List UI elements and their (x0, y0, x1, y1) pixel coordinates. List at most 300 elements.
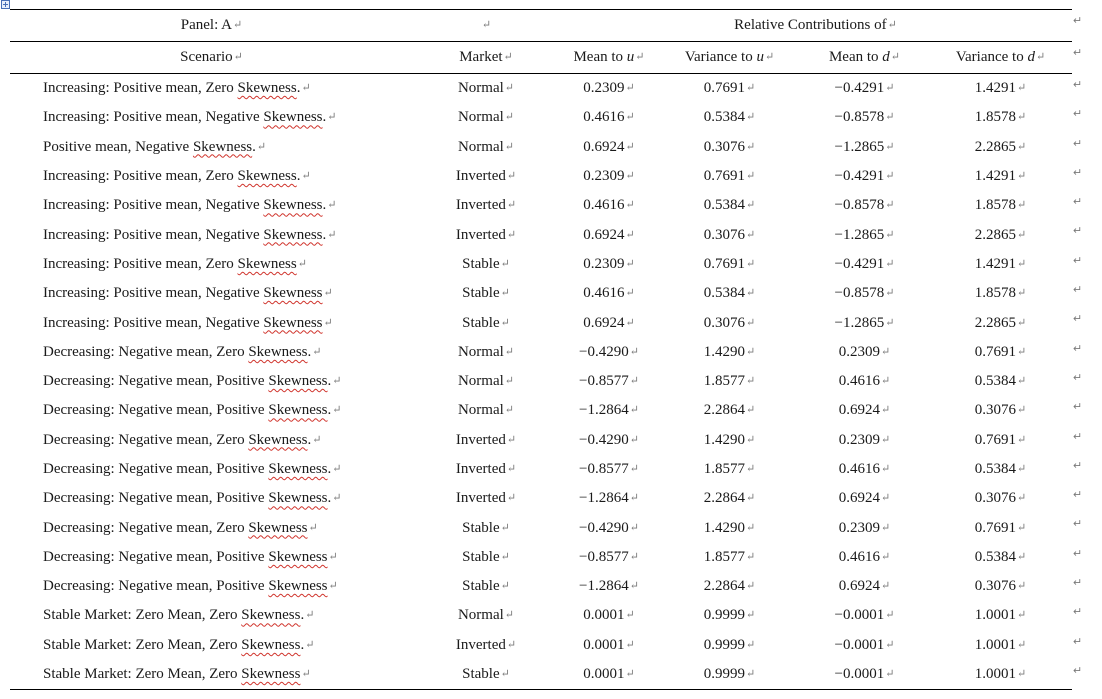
scenario-text: Stable Market: Zero Mean, Zero (43, 666, 242, 683)
table-move-handle-icon[interactable] (1, 0, 10, 9)
mean-to-d-cell-value: −0.0001 (834, 666, 885, 683)
paragraph-mark: ↵ (625, 609, 635, 622)
mean-to-d-cell (800, 572, 929, 601)
table-row (10, 133, 1072, 162)
paragraph-mark: ↵ (885, 82, 895, 95)
paragraph-mark: ↵ (312, 345, 322, 358)
paragraph-mark: ↵ (629, 345, 639, 358)
paragraph-mark: ↵ (881, 375, 891, 388)
row-end-mark: ↵ (1073, 108, 1083, 121)
mean-to-d-cell (800, 543, 929, 572)
paragraph-mark: ↵ (500, 550, 510, 563)
table-row (10, 572, 1072, 601)
scenario-cell (10, 191, 413, 220)
scenario-text: Decreasing: Negative mean, Zero (43, 519, 249, 536)
scenario-cell (10, 162, 413, 191)
market-cell-value: Stable (462, 255, 500, 272)
scenario-text: Stable Market: Zero Mean, Zero (43, 636, 242, 653)
market-cell-value: Inverted (455, 636, 506, 653)
paragraph-mark: ↵ (1017, 521, 1027, 534)
market-cell (413, 484, 559, 513)
paragraph-mark: ↵ (629, 433, 639, 446)
scenario-text: Increasing: Positive mean, Negative (43, 285, 264, 302)
paragraph-mark: ↵ (746, 199, 756, 212)
paragraph-mark: ↵ (328, 550, 338, 563)
variance-to-d-cell-value: 0.3076 (974, 490, 1017, 507)
paragraph-mark: ↵ (323, 316, 333, 329)
row-end-mark: ↵ (1073, 606, 1083, 619)
variance-to-d-cell (929, 513, 1072, 542)
scenario-trailing-dot: . (307, 343, 312, 360)
mean-to-d-cell-value: 0.4616 (838, 373, 881, 390)
paragraph-mark: ↵ (506, 228, 517, 241)
paragraph-mark: ↵ (746, 580, 756, 593)
paragraph-mark: ↵ (746, 521, 756, 534)
variance-to-u-cell (659, 162, 800, 191)
variance-to-u-cell (659, 396, 800, 425)
row-end-mark: ↵ (1073, 401, 1083, 414)
scenario-trailing-dot: . (300, 636, 305, 653)
paragraph-mark: ↵ (885, 287, 895, 300)
variance-to-u-cell (659, 74, 800, 104)
variance-to-u-cell (659, 484, 800, 513)
mean-to-d-cell (800, 191, 929, 220)
paragraph-mark: ↵ (506, 199, 517, 212)
table-row (10, 250, 1072, 279)
variance-to-d-cell (929, 572, 1072, 601)
variance-to-d-cell (929, 396, 1072, 425)
scenario-text: Increasing: Positive mean, Negative (43, 226, 264, 243)
market-cell-value: Stable (462, 578, 500, 595)
scenario-text: Decreasing: Negative mean, Positive (43, 490, 269, 507)
mean-to-u-cell-value: −0.8577 (579, 461, 629, 477)
market-cell-value: Inverted (455, 461, 506, 477)
paragraph-mark: ↵ (500, 580, 510, 593)
row-end-mark: ↵ (1073, 78, 1083, 91)
scenario-skewness-word: Skewness (268, 373, 328, 390)
table-row (10, 455, 1072, 484)
paragraph-mark: ↵ (506, 170, 517, 183)
mean-to-u-cell-value: 0.2309 (583, 80, 625, 97)
scenario-cell (10, 308, 413, 337)
paragraph-mark: ↵ (885, 111, 895, 124)
mean-to-u-cell (559, 133, 659, 162)
mean-to-d-cell (800, 455, 929, 484)
variance-to-d-cell-value: 0.7691 (974, 431, 1017, 448)
market-cell-value: Stable (462, 548, 500, 565)
variance-to-u-cell-value: 0.5384 (703, 285, 746, 302)
row-end-mark: ↵ (1073, 254, 1083, 267)
variance-to-d-cell-value: 1.8578 (974, 197, 1017, 214)
row-end-mark: ↵ (1073, 371, 1083, 384)
market-cell (413, 543, 559, 572)
paragraph-mark: ↵ (625, 82, 635, 95)
mean-to-d-cell-value: 0.4616 (838, 461, 881, 477)
row-end-mark: ↵ (1073, 313, 1083, 326)
market-cell (413, 601, 559, 630)
paragraph-mark: ↵ (881, 521, 891, 534)
market-cell (413, 660, 559, 690)
paragraph-mark: ↵ (885, 668, 895, 681)
paragraph-mark: ↵ (625, 228, 635, 241)
variance-to-u-cell-value: 0.9999 (703, 607, 746, 624)
scenario-skewness-word: Skewness (268, 490, 328, 507)
variance-to-d-cell-value: 1.0001 (974, 607, 1017, 624)
paragraph-mark: ↵ (301, 668, 311, 681)
scenario-trailing-dot: . (296, 168, 301, 185)
variance-to-d-cell (929, 455, 1072, 484)
table-row (10, 426, 1072, 455)
scenario-text: Increasing: Positive mean, Zero (43, 255, 238, 272)
column-header-variance-to-u: Variance to u↵ (659, 42, 800, 74)
scenario-text: Decreasing: Negative mean, Positive (43, 548, 269, 565)
market-cell-value: Stable (462, 314, 500, 331)
scenario-trailing-dot: . (296, 80, 301, 97)
market-cell-value: Inverted (455, 490, 506, 507)
mean-to-d-cell-value: −1.2865 (834, 138, 885, 155)
mean-to-d-cell-value: −0.0001 (834, 607, 885, 624)
scenario-text: Decreasing: Negative mean, Positive (43, 578, 269, 595)
variance-to-d-cell-value: 1.0001 (974, 666, 1017, 683)
paragraph-mark: ↵ (1017, 433, 1027, 446)
paragraph-mark: ↵ (881, 550, 891, 563)
mean-to-u-cell-value: −1.2864 (579, 578, 629, 595)
table-row (10, 162, 1072, 191)
table-row (10, 220, 1072, 249)
mean-to-u-cell-value: −1.2864 (579, 490, 629, 507)
paragraph-mark: ↵ (504, 404, 515, 417)
market-cell-value: Normal (457, 373, 504, 390)
scenario-skewness-word: Skewness (268, 461, 328, 477)
scenario-trailing-dot: . (252, 138, 256, 155)
empty-header-cell: ↵ (413, 10, 559, 42)
variance-to-d-cell-value: 1.8578 (974, 285, 1017, 302)
row-end-mark: ↵ (1073, 430, 1083, 443)
paragraph-mark: ↵ (1017, 111, 1027, 124)
paragraph-mark: ↵ (746, 111, 756, 124)
variance-to-d-cell-value: 1.0001 (974, 636, 1017, 653)
variance-to-u-cell-value: 1.8577 (703, 548, 746, 565)
mean-to-u-cell (559, 543, 659, 572)
table-row (10, 543, 1072, 572)
paragraph-mark: ↵ (625, 140, 635, 153)
variance-to-d-cell-value: 2.2865 (974, 138, 1017, 155)
table-row (10, 103, 1072, 132)
scenario-cell (10, 133, 413, 162)
scenario-cell (10, 220, 413, 249)
row-end-mark: ↵ (1073, 547, 1083, 560)
variance-to-d-cell (929, 191, 1072, 220)
market-cell-value: Stable (462, 285, 500, 302)
mean-to-u-cell-value: 0.4616 (583, 197, 625, 214)
variance-to-u-cell-value: 0.9999 (703, 636, 746, 653)
column-header-mean-to-u: Mean to u↵ (559, 42, 659, 74)
paragraph-mark: ↵ (500, 316, 510, 329)
mean-to-d-cell-value: −0.4291 (834, 168, 885, 185)
mean-to-u-cell-value: 0.2309 (583, 255, 625, 272)
scenario-text: Positive mean, Negative (43, 138, 193, 155)
variance-to-u-cell-value: 1.8577 (703, 373, 746, 390)
mean-to-d-cell (800, 367, 929, 396)
market-cell (413, 103, 559, 132)
mean-to-u-cell (559, 396, 659, 425)
paragraph-mark: ↵ (625, 170, 635, 183)
paragraph-mark: ↵ (885, 257, 895, 270)
row-end-mark: ↵ (1073, 664, 1083, 677)
scenario-text: Stable Market: Zero Mean, Zero (43, 607, 242, 624)
variance-to-d-cell-value: 0.5384 (974, 461, 1017, 477)
variance-to-d-cell-value: 0.3076 (974, 402, 1017, 419)
scenario-skewness-word: Skewness (268, 548, 328, 565)
paragraph-mark: ↵ (629, 580, 639, 593)
market-cell-value: Inverted (455, 431, 506, 448)
paragraph-mark: ↵ (746, 492, 756, 505)
variance-to-d-cell (929, 631, 1072, 660)
paragraph-mark: ↵ (885, 199, 895, 212)
scenario-skewness-word: Skewness (237, 168, 297, 185)
mean-to-d-cell-value: −1.2865 (834, 314, 885, 331)
variance-to-d-cell-value: 0.7691 (974, 343, 1017, 360)
paragraph-mark: ↵ (625, 199, 635, 212)
variance-to-u-cell-value: 2.2864 (703, 490, 746, 507)
mean-to-u-cell-value: 0.4616 (583, 285, 625, 302)
paragraph-mark: ↵ (332, 375, 342, 388)
variance-to-u-cell-value: 0.7691 (703, 255, 746, 272)
market-cell-value: Inverted (455, 168, 506, 185)
variance-to-u-cell-value: 0.7691 (703, 168, 746, 185)
scenario-trailing-dot: . (307, 431, 312, 448)
market-cell (413, 426, 559, 455)
mean-to-u-cell-value: 0.4616 (583, 109, 625, 126)
scenario-skewness-word: Skewness (237, 255, 297, 272)
mean-to-u-cell (559, 220, 659, 249)
scenario-skewness-word: Skewness (241, 636, 301, 653)
paragraph-mark: ↵ (746, 257, 756, 270)
paragraph-mark: ↵ (504, 140, 515, 153)
mean-to-u-cell-value: 0.6924 (583, 138, 625, 155)
mean-to-u-cell-value: 0.6924 (583, 314, 625, 331)
paragraph-mark: ↵ (1017, 550, 1027, 563)
variance-to-d-cell-value: 1.4291 (974, 255, 1017, 272)
market-cell (413, 396, 559, 425)
scenario-cell (10, 601, 413, 630)
market-cell-value: Inverted (455, 226, 506, 243)
paragraph-mark: ↵ (256, 140, 267, 153)
table-row (10, 660, 1072, 690)
market-cell-value: Normal (457, 109, 504, 126)
variance-to-u-cell (659, 250, 800, 279)
mean-to-u-cell (559, 455, 659, 484)
variance-to-d-cell-value: 0.7691 (974, 519, 1017, 536)
market-cell (413, 513, 559, 542)
variance-to-d-cell-value: 1.4291 (974, 168, 1017, 185)
paragraph-mark: ↵ (629, 375, 639, 388)
row-end-mark: ↵ (1073, 14, 1083, 27)
paragraph-mark: ↵ (506, 433, 517, 446)
mean-to-d-cell (800, 513, 929, 542)
mean-to-d-cell (800, 162, 929, 191)
paragraph-mark: ↵ (746, 82, 756, 95)
paragraph-mark: ↵ (500, 521, 510, 534)
paragraph-mark: ↵ (881, 345, 891, 358)
panel-label: Panel: A↵ (10, 10, 413, 42)
market-cell (413, 220, 559, 249)
table-row (10, 631, 1072, 660)
mean-to-d-cell (800, 338, 929, 367)
scenario-text: Increasing: Positive mean, Zero (43, 80, 238, 97)
paragraph-mark: ↵ (629, 521, 639, 534)
paragraph-mark: ↵ (1017, 668, 1027, 681)
scenario-trailing-dot: . (322, 109, 327, 126)
paragraph-mark: ↵ (1017, 609, 1027, 622)
scenario-trailing-dot: . (327, 490, 332, 507)
paragraph-mark: ↵ (885, 609, 895, 622)
mean-to-u-cell-value: −0.4290 (579, 343, 629, 360)
mean-to-u-cell (559, 74, 659, 104)
variance-to-u-cell-value: 2.2864 (703, 578, 746, 595)
paragraph-mark: ↵ (746, 550, 756, 563)
market-cell-value: Stable (462, 666, 500, 683)
mean-to-d-cell (800, 279, 929, 308)
mean-to-u-cell (559, 279, 659, 308)
market-cell (413, 74, 559, 104)
paragraph-mark: ↵ (881, 404, 891, 417)
variance-to-u-cell (659, 601, 800, 630)
paragraph-mark: ↵ (746, 609, 756, 622)
mean-to-u-cell-value: −0.8577 (579, 373, 629, 390)
mean-to-u-cell (559, 338, 659, 367)
row-end-mark: ↵ (1073, 635, 1083, 648)
variance-to-d-cell (929, 543, 1072, 572)
scenario-skewness-word: Skewness (268, 578, 328, 595)
mean-to-d-cell (800, 250, 929, 279)
paragraph-mark: ↵ (504, 345, 515, 358)
scenario-trailing-dot: . (327, 402, 332, 419)
variance-to-u-cell-value: 0.3076 (703, 226, 746, 243)
row-end-mark: ↵ (1073, 46, 1083, 59)
scenario-skewness-word: Skewness (248, 519, 308, 536)
variance-to-d-cell (929, 338, 1072, 367)
scenario-skewness-word: Skewness (268, 402, 328, 419)
paragraph-mark: ↵ (305, 609, 315, 622)
mean-to-d-cell (800, 631, 929, 660)
market-cell-value: Normal (457, 607, 504, 624)
market-cell (413, 455, 559, 484)
paragraph-mark: ↵ (885, 140, 895, 153)
paragraph-mark: ↵ (625, 668, 635, 681)
mean-to-u-cell-value: −1.2864 (579, 402, 629, 419)
variance-to-d-cell-value: 0.5384 (974, 548, 1017, 565)
market-cell-value: Normal (457, 343, 504, 360)
paragraph-mark: ↵ (885, 638, 895, 651)
mean-to-u-cell (559, 631, 659, 660)
mean-to-d-cell (800, 103, 929, 132)
variance-to-d-cell-value: 1.4291 (974, 80, 1017, 97)
mean-to-d-cell-value: 0.2309 (838, 519, 881, 536)
scenario-trailing-dot: . (300, 607, 305, 624)
variance-to-u-cell-value: 1.8577 (703, 461, 746, 477)
paragraph-mark: ↵ (500, 287, 510, 300)
header-row-columns (10, 42, 1072, 74)
scenario-skewness-word: Skewness (248, 343, 308, 360)
paragraph-mark: ↵ (1017, 257, 1027, 270)
variance-to-u-cell-value: 0.3076 (703, 138, 746, 155)
paragraph-mark: ↵ (500, 257, 510, 270)
variance-to-d-cell (929, 220, 1072, 249)
mean-to-d-cell-value: 0.6924 (838, 490, 881, 507)
market-cell (413, 367, 559, 396)
market-cell-value: Inverted (455, 197, 506, 214)
variance-to-u-cell-value: 2.2864 (703, 402, 746, 419)
table-row (10, 484, 1072, 513)
variance-to-d-cell (929, 601, 1072, 630)
paragraph-mark: ↵ (308, 521, 318, 534)
scenario-skewness-word: Skewness (263, 109, 323, 126)
table-row (10, 396, 1072, 425)
variance-to-d-cell-value: 0.5384 (974, 373, 1017, 390)
paragraph-mark: ↵ (746, 375, 756, 388)
paragraph-mark: ↵ (1017, 199, 1027, 212)
paragraph-mark: ↵ (1017, 316, 1027, 329)
mean-to-u-cell (559, 572, 659, 601)
table-row (10, 367, 1072, 396)
scenario-cell (10, 74, 413, 104)
paragraph-mark: ↵ (746, 404, 756, 417)
paragraph-mark: ↵ (746, 140, 756, 153)
variance-to-d-cell (929, 660, 1072, 690)
table-row (10, 338, 1072, 367)
paragraph-mark: ↵ (504, 111, 515, 124)
scenario-cell (10, 367, 413, 396)
variance-to-u-cell (659, 338, 800, 367)
variance-to-d-cell-value: 2.2865 (974, 314, 1017, 331)
row-end-mark: ↵ (1073, 459, 1083, 472)
paragraph-mark: ↵ (746, 668, 756, 681)
market-cell (413, 279, 559, 308)
paragraph-mark: ↵ (323, 287, 333, 300)
row-end-mark: ↵ (1073, 137, 1083, 150)
mean-to-d-cell-value: 0.2309 (838, 343, 881, 360)
scenario-cell (10, 396, 413, 425)
paragraph-mark: ↵ (746, 228, 756, 241)
mean-to-d-cell-value: −1.2865 (834, 226, 885, 243)
paragraph-mark: ↵ (885, 228, 895, 241)
market-cell (413, 572, 559, 601)
paragraph-mark: ↵ (625, 316, 635, 329)
paragraph-mark: ↵ (881, 492, 891, 505)
market-cell (413, 162, 559, 191)
paragraph-mark: ↵ (1017, 580, 1027, 593)
market-cell-value: Stable (462, 519, 500, 536)
mean-to-u-cell-value: −0.4290 (579, 519, 629, 536)
mean-to-u-cell-value: −0.8577 (579, 548, 629, 565)
row-end-mark: ↵ (1073, 196, 1083, 209)
mean-to-u-cell (559, 191, 659, 220)
variance-to-u-cell-value: 0.5384 (703, 197, 746, 214)
mean-to-d-cell-value: −0.4291 (834, 255, 885, 272)
paragraph-mark: ↵ (504, 375, 515, 388)
scenario-trailing-dot: . (327, 461, 332, 477)
variance-to-d-cell (929, 367, 1072, 396)
variance-to-d-cell-value: 0.3076 (974, 578, 1017, 595)
mean-to-u-cell (559, 250, 659, 279)
scenario-text: Decreasing: Negative mean, Positive (43, 461, 269, 477)
paragraph-mark: ↵ (1017, 287, 1027, 300)
scenario-cell (10, 513, 413, 542)
mean-to-u-cell (559, 513, 659, 542)
paragraph-mark: ↵ (885, 316, 895, 329)
mean-to-d-cell (800, 660, 929, 690)
